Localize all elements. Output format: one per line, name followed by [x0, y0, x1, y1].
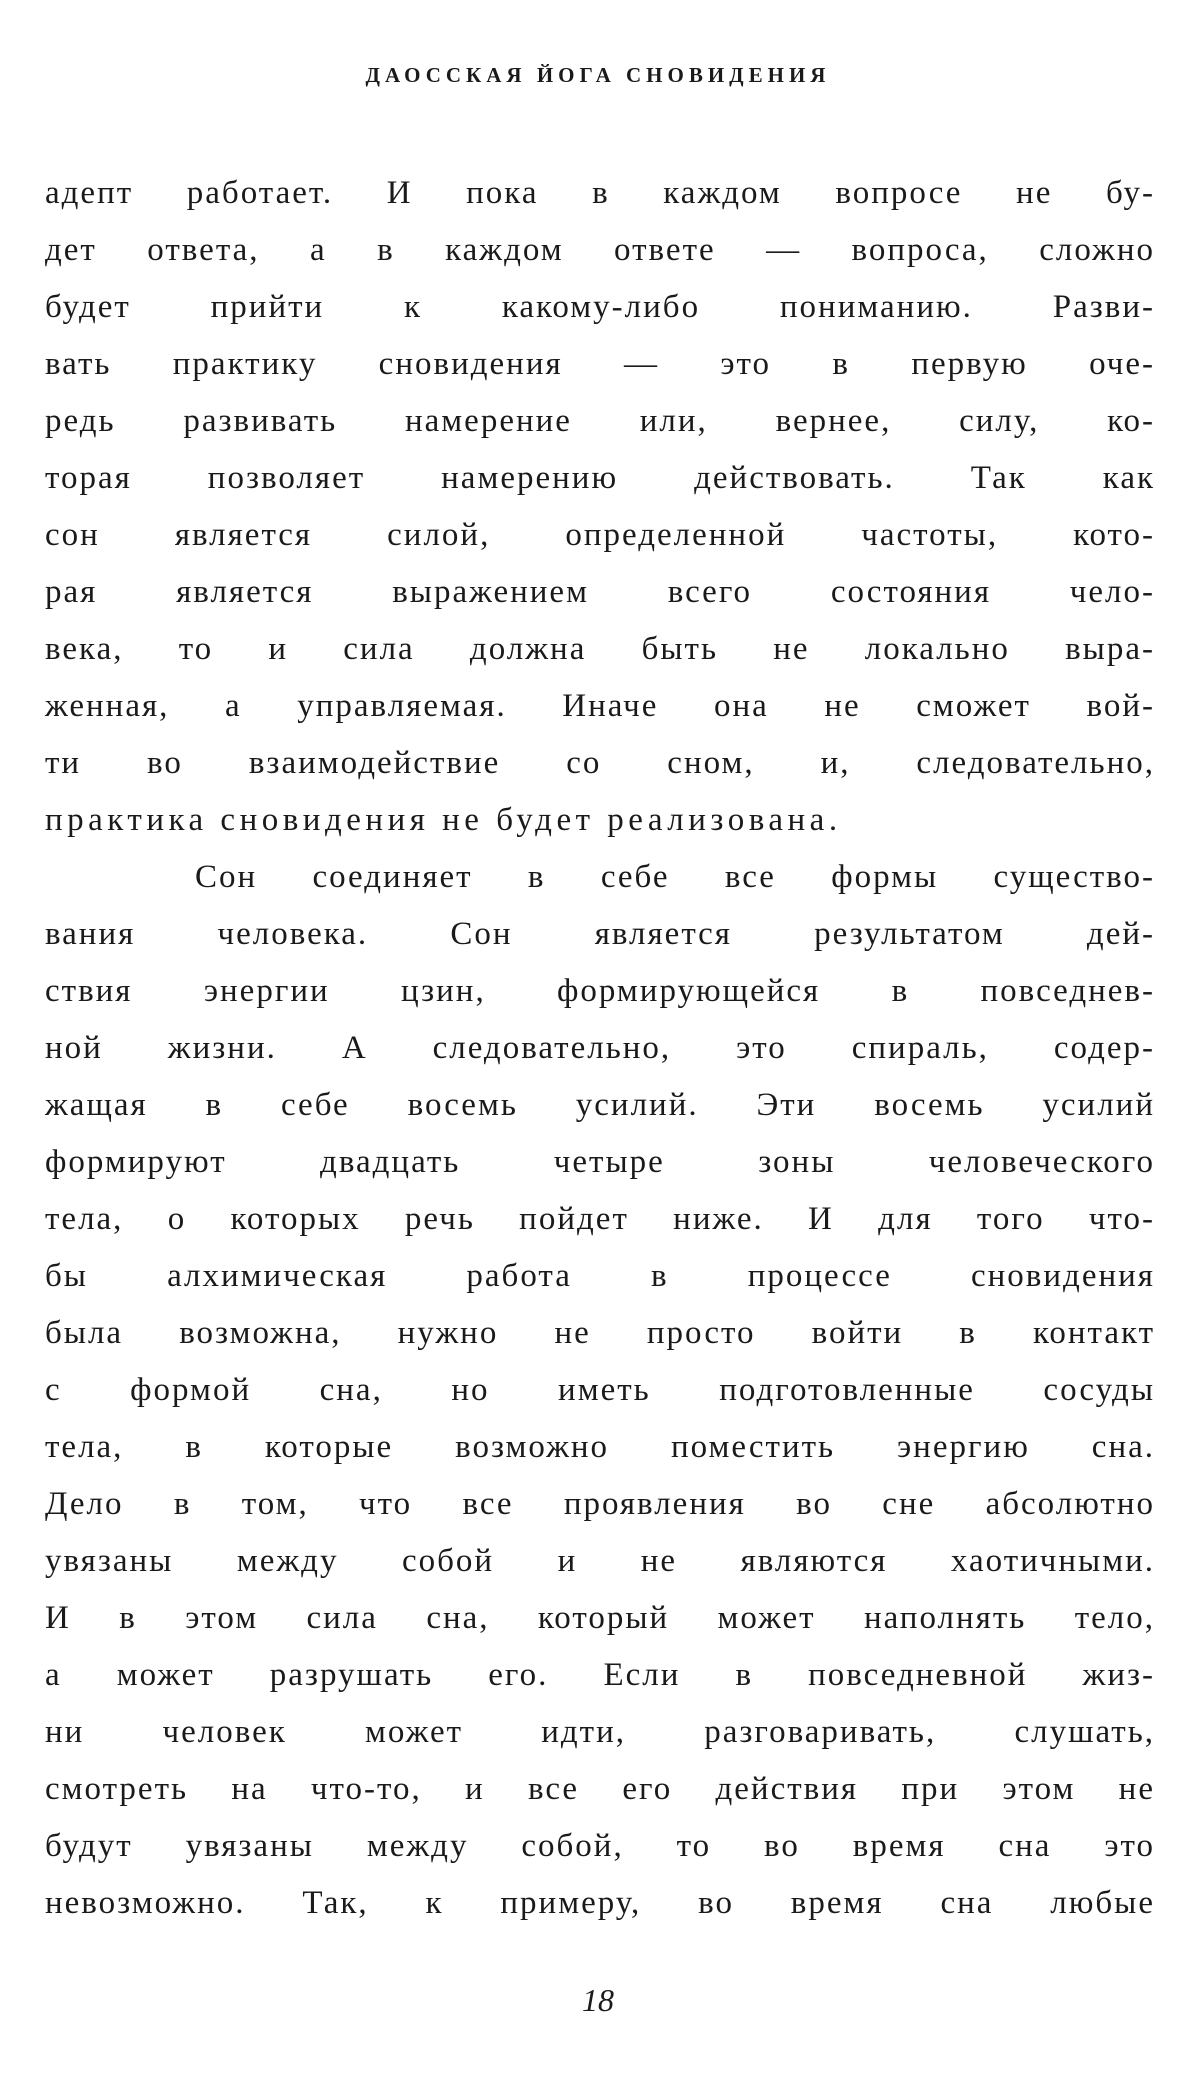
text-line: женная, а управляемая. Иначе она не сможет вой- [45, 688, 1155, 724]
running-header: ДАОССКАЯ ЙОГА СНОВИДЕНИЯ [365, 63, 831, 87]
text-line: ной жизни. А следовательно, это спираль, содер- [45, 1030, 1155, 1066]
text-line: формируют двадцать четыре зоны человеческого [45, 1144, 1155, 1180]
text-line: И в этом сила сна, который может наполнять тело, [45, 1600, 1155, 1636]
text-line: ни человек может идти, разговаривать, слушать, [45, 1714, 1155, 1750]
text-line: будет прийти к какому-либо пониманию. Разви- [45, 289, 1155, 325]
text-line: была возможна, нужно не просто войти в контакт [45, 1315, 1155, 1351]
text-line: адепт работает. И пока в каждом вопросе не бу- [45, 175, 1155, 211]
text-line: торая позволяет намерению действовать. Так как [45, 460, 1155, 496]
text-line: ствия энергии цзин, формирующейся в повседнев- [45, 973, 1155, 1009]
text-line: редь развивать намерение или, вернее, силу, ко- [45, 403, 1155, 439]
text-line: вания человека. Сон является результатом дей- [45, 916, 1155, 952]
text-line: тела, в которые возможно поместить энергию сна. [45, 1429, 1155, 1465]
text-line: увязаны между собой и не являются хаотичными. [45, 1543, 1155, 1579]
text-line: ти во взаимодействие со сном, и, следовательно, [45, 745, 1155, 781]
text-line: будут увязаны между собой, то во время сна это [45, 1828, 1155, 1864]
text-line: невозможно. Так, к примеру, во время сна любые [45, 1885, 1155, 1921]
text-line: практика сновидения не будет реализована. [45, 802, 842, 838]
text-line: а может разрушать его. Если в повседневной жиз- [45, 1657, 1155, 1693]
text-line: Дело в том, что все проявления во сне абсолютно [45, 1486, 1155, 1522]
text-line: с формой сна, но иметь подготовленные сосуды [45, 1372, 1155, 1408]
body-text [45, 165, 1155, 1932]
text-line: сон является силой, определенной частоты, кото- [45, 517, 1155, 553]
paragraph-1 [45, 165, 1155, 849]
text-line: века, то и сила должна быть не локально выра- [45, 631, 1155, 667]
page-number: 18 [582, 1982, 614, 2018]
text-line: вать практику сновидения — это в первую оче- [45, 346, 1155, 382]
text-line: бы алхимическая работа в процессе сновидения [45, 1258, 1155, 1294]
text-line: смотреть на что-то, и все его действия при этом не [45, 1771, 1155, 1807]
text-line: рая является выражением всего состояния чело- [45, 574, 1155, 610]
paragraph-2 [45, 849, 1155, 1932]
text-line: дет ответа, а в каждом ответе — вопроса, сложно [45, 232, 1155, 268]
text-line: Сон соединяет в себе все формы существо- [195, 859, 1155, 895]
text-line: тела, о которых речь пойдет ниже. И для того что- [45, 1201, 1155, 1237]
text-line: жащая в себе восемь усилий. Эти восемь усилий [45, 1087, 1155, 1123]
